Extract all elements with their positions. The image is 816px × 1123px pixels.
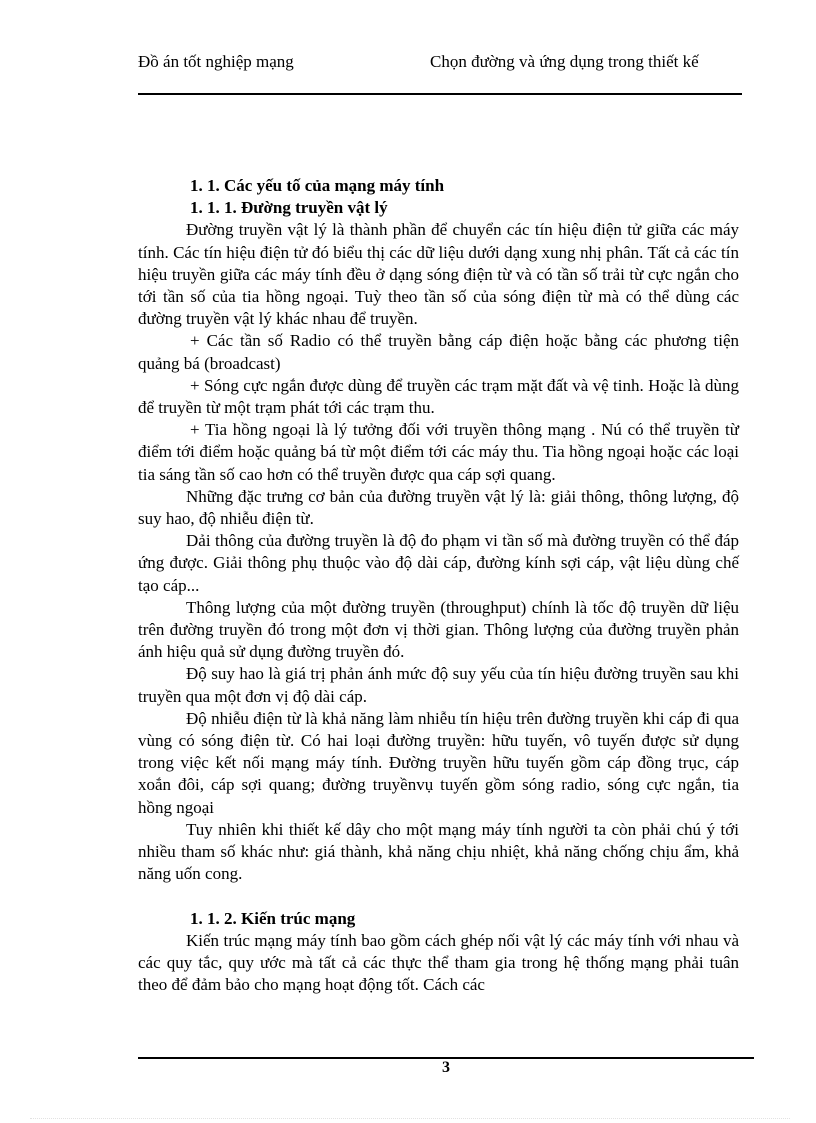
paragraph: Kiến trúc mạng máy tính bao gồm cách ghép nối vật lý các máy tính với nhau và các quy tắc, quy ước mà tất cả các thực thể tham gia trong hệ thống mạng phải tuân theo để đảm bảo cho mạng hoạt động tốt. Cách các (138, 930, 739, 995)
paragraph: Dải thông của đường truyền là độ đo phạm vi tần số mà đường truyền có thể đáp ứng được. Giải thông phụ thuộc vào độ dài cáp, đường kính sợi cáp, vật liệu dùng chế tạo cáp... (138, 531, 739, 595)
page-bottom-divider (30, 1118, 790, 1119)
paragraph: + Tia hồng ngoại là lý tưởng đối với truyền thông mạng . Nú có thể truyền từ điểm tới điểm hoặc quảng bá từ một điểm tới các máy thu. Tia hồng ngoại hoặc các loại tia sáng tần số cao hơn có thể truyền được qua cáp sợi quang. (138, 420, 739, 484)
header-left-title: Đồ án tốt nghiệp mạng (138, 52, 294, 71)
paragraph: + Sóng cực ngắn được dùng để truyền các trạm mặt đất và vệ tinh. Hoặc là dùng để truyền từ một trạm phát tới các trạm thu. (138, 375, 739, 418)
header-right-title: Chọn đường và ứng dụng trong thiết kế (430, 52, 699, 71)
subsection-heading-2: 1. 1. 2. Kiến trúc mạng (190, 908, 356, 928)
paragraph: Đường truyền vật lý là thành phần để chuyển các tín hiệu điện tử giữa các máy tính. Các tín hiệu điện tử đó biểu thị các dữ liệu dưới dạng xung nhị phân. Tất cả các tín hiệu truyền giữa các máy tính đều ở dạng sóng điện từ và có tần số trải từ cực ngắn cho tới tần số của tia hồng ngoại. Tuỳ theo tần số của sóng điện từ mà có thể dùng các đường truyền vật lý khác nhau để truyền. (138, 220, 739, 329)
paragraph: + Các tần số Radio có thể truyền bằng cáp điện hoặc bằng các phương tiện quảng bá (broadcast) (138, 331, 739, 373)
paragraph: Thông lượng của một đường truyền (throughput) chính là tốc độ truyền dữ liệu trên đường truyền đó trong một đơn vị thời gian. Thông lượng của đường truyền phản ánh hiệu quả sử dụng đường truyền đó. (138, 597, 739, 662)
header-rule (138, 93, 742, 95)
document-body (138, 175, 739, 996)
paragraph: Những đặc trưng cơ bản của đường truyền vật lý là: giải thông, thông lượng, độ suy hao, độ nhiễu điện từ. (138, 486, 739, 529)
section-heading: 1. 1. Các yếu tố của mạng máy tính (190, 176, 445, 195)
paragraph: Tuy nhiên khi thiết kế dây cho một mạng máy tính người ta còn phải chú ý tới nhiều tham số khác như: giá thành, khả năng chịu nhiệt, khả năng chống chịu ẩm, khả năng uốn cong. (138, 819, 739, 884)
page-number: 3 (442, 1059, 450, 1076)
paragraph: Độ suy hao là giá trị phản ánh mức độ suy yếu của tín hiệu đường truyền sau khi truyền qua một đơn vị độ dài cáp. (138, 664, 739, 706)
subsection-heading-1: 1. 1. 1. Đường truyền vật lý (190, 198, 388, 218)
paragraph: Độ nhiễu điện từ là khả năng làm nhiễu tín hiệu trên đường truyền khi cáp đi qua vùng có sóng điện từ. Có hai loại đường truyền: hữu tuyến, vô tuyến được sử dụng trong việc kết nối mạng máy tính. Đường truyền hữu tuyến gồm cáp đồng trục, cáp xoắn đôi, cáp sợi quang; đường truyềnvụ tuyến gồm sóng radio, sóng cực ngắn, tia hồng ngoại (138, 708, 739, 817)
